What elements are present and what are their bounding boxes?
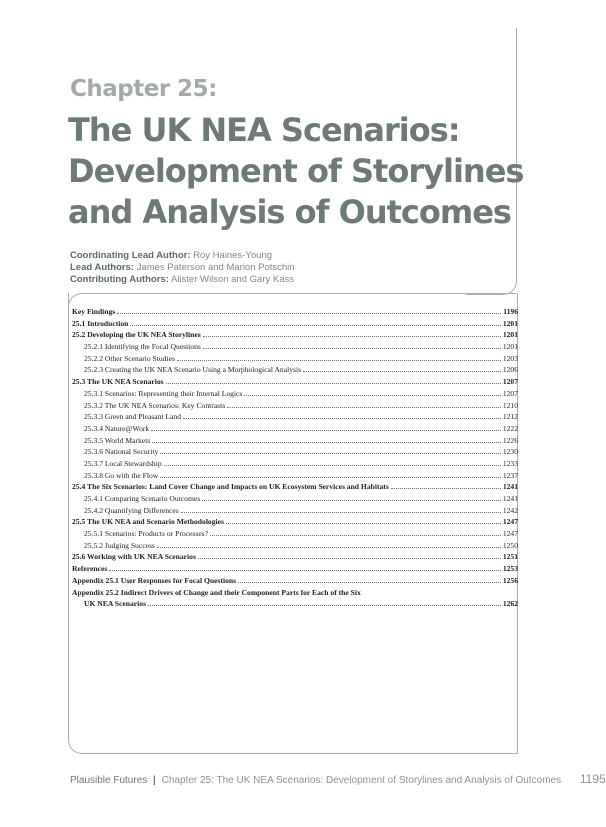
- author-role: Coordinating Lead Author:: [70, 250, 191, 261]
- toc-entry-title: 25.4.2 Quantifying Differences: [84, 505, 179, 515]
- toc-leader-dots: [152, 435, 500, 443]
- toc-leader-dots: [303, 364, 501, 372]
- toc-entry-title: 25.3.1 Scenarios: Representing their Internal Logics: [84, 388, 243, 398]
- toc-entry-title: Appendix 25.1 User Responses for Focal Questions: [72, 575, 237, 585]
- toc-entry-page: 1262: [502, 599, 518, 609]
- toc-entry-page: 1241: [502, 494, 518, 503]
- chapter-title-line: The UK NEA Scenarios:: [68, 111, 460, 149]
- author-role: Contributing Authors:: [70, 274, 169, 285]
- toc-entry-page: 1233: [502, 458, 518, 468]
- toc-entry-title: 25.3.5 World Markets: [84, 435, 151, 445]
- toc-leader-dots: [210, 528, 501, 536]
- toc-entry[interactable]: [72, 423, 518, 435]
- frame-corner: [466, 270, 517, 295]
- toc-leader-dots: [166, 376, 501, 384]
- toc-entry-page: 1210: [502, 400, 518, 410]
- toc-leader-dots: [238, 575, 501, 583]
- toc-entry[interactable]: [72, 435, 518, 447]
- toc-entry[interactable]: [72, 306, 518, 318]
- toc-entry-page: 1222: [502, 423, 518, 433]
- author-line: [70, 274, 295, 286]
- toc-entry[interactable]: [72, 458, 518, 470]
- toc-entry-title: 25.5.1 Scenarios: Products or Processes?: [84, 529, 209, 539]
- footer-chapter-text: Chapter 25: The UK NEA Scenarios: Development of Storylines and Analysis of Outcomes: [161, 775, 562, 786]
- toc-entry[interactable]: [72, 587, 518, 599]
- toc-entry[interactable]: [72, 388, 518, 400]
- toc-entry-title: References: [72, 564, 108, 574]
- author-line: [70, 250, 295, 262]
- page-footer: [70, 772, 606, 786]
- toc-entry-page: 1201: [502, 342, 518, 352]
- toc-leader-dots: [160, 470, 501, 478]
- toc-entry-title: 25.3.6 National Security: [84, 447, 159, 457]
- toc-leader-dots: [181, 505, 501, 513]
- toc-entry[interactable]: [72, 493, 518, 505]
- toc-leader-dots: [203, 341, 501, 349]
- toc-leader-dots: [164, 458, 501, 466]
- chapter-title-line: Development of Storylines: [68, 152, 524, 190]
- toc-entry-title: 25.3 The UK NEA Scenarios: [72, 377, 164, 387]
- author-line: [70, 262, 295, 274]
- toc-leader-dots: [151, 423, 501, 431]
- toc-entry-page: 1253: [502, 564, 518, 574]
- author-names: Roy Haines-Young: [193, 250, 273, 261]
- toc-entry[interactable]: [72, 575, 518, 587]
- toc-entry[interactable]: [72, 411, 518, 423]
- toc-leader-dots: [160, 446, 501, 454]
- toc-leader-dots: [130, 318, 500, 326]
- toc-entry[interactable]: [72, 446, 518, 458]
- footer-separator: |: [153, 775, 156, 786]
- toc-entry-page: 1237: [502, 470, 518, 480]
- toc-entry-title: 25.6 Working with UK NEA Scenarios: [72, 552, 196, 562]
- toc-leader-dots: [109, 563, 501, 571]
- toc-leader-dots: [244, 388, 500, 396]
- author-names: James Paterson and Marion Potschin: [136, 262, 295, 273]
- toc-leader-dots: [226, 516, 501, 524]
- toc-entry-title: 25.2.2 Other Scenario Studies: [84, 353, 175, 363]
- toc-entry-page: 1247: [502, 517, 518, 527]
- toc-entry-page: 1201: [502, 330, 518, 340]
- toc-leader-dots: [183, 411, 501, 419]
- toc-entry[interactable]: [72, 563, 518, 575]
- toc-entry[interactable]: [72, 540, 518, 552]
- toc-entry-title: 25.3.3 Green and Pleasant Land: [84, 412, 182, 422]
- toc-entry-title: 25.3.8 Go with the Flow: [84, 470, 159, 480]
- toc-entry-title: UK NEA Scenarios: [84, 599, 147, 609]
- chapter-title-line: and Analysis of Outcomes: [68, 193, 511, 231]
- toc-leader-dots: [203, 329, 501, 337]
- toc-entry[interactable]: [72, 481, 518, 493]
- toc-entry[interactable]: [72, 341, 518, 353]
- toc-entry-title: 25.5 The UK NEA and Scenario Methodologies: [72, 517, 224, 527]
- toc-entry-title: 25.3.2 The UK NEA Scenarios: Key Contrasts: [84, 400, 226, 410]
- toc-entry[interactable]: [72, 318, 518, 330]
- toc-entry[interactable]: [72, 551, 518, 563]
- toc-entry-title: 25.3.7 Local Stewardship: [84, 458, 162, 468]
- toc-entry-title: Key Findings: [72, 307, 116, 316]
- toc-entry-page: 1251: [502, 552, 518, 562]
- toc-leader-dots: [391, 481, 501, 489]
- footer-section: Plausible Futures: [70, 775, 148, 786]
- toc-leader-dots: [177, 353, 501, 361]
- toc-leader-dots: [157, 540, 501, 548]
- toc-entry-title: 25.2 Developing the UK NEA Storylines: [72, 330, 201, 340]
- toc-entry-page: 1206: [502, 365, 518, 375]
- chapter-label: Chapter 25:: [70, 76, 217, 102]
- toc-leader-dots: [117, 306, 501, 314]
- toc-entry-title: 25.4 The Six Scenarios: Land Cover Change and Impacts on UK Ecosystem Services and Habitats: [72, 482, 389, 492]
- toc-leader-dots: [202, 493, 501, 501]
- chapter-title: [68, 110, 528, 233]
- toc-entry-page: 1201: [502, 318, 518, 328]
- author-names: Alister Wilson and Gary Kass: [170, 274, 294, 285]
- toc-leader-dots: [198, 551, 501, 559]
- toc-entry[interactable]: [72, 516, 518, 528]
- toc-entry[interactable]: [72, 470, 518, 482]
- toc-entry-page: 1247: [502, 529, 518, 539]
- toc-entry[interactable]: [72, 353, 518, 365]
- toc-entry[interactable]: [72, 528, 518, 540]
- toc-entry-page: 1226: [502, 435, 518, 445]
- toc-entry[interactable]: [72, 376, 518, 388]
- toc-entry[interactable]: [72, 598, 518, 610]
- toc-entry[interactable]: [72, 400, 518, 412]
- author-list: [70, 250, 295, 286]
- toc-entry-page: 1230: [502, 447, 518, 457]
- toc-entry-page: 1207: [502, 388, 518, 398]
- toc-entry-title: Appendix 25.2 Indirect Drivers of Change and their Component Parts for Each of the Six: [72, 587, 361, 597]
- toc-leader-dots: [148, 598, 501, 606]
- table-of-contents: [72, 306, 518, 610]
- toc-entry-page: 1242: [502, 505, 518, 515]
- toc-entry-page: 1241: [502, 482, 518, 492]
- toc-entry-title: 25.1 Introduction: [72, 318, 129, 328]
- toc-entry-page: 1207: [502, 377, 518, 387]
- toc-entry-title: 25.2.1 Identifying the Focal Questions: [84, 342, 201, 352]
- toc-entry-title: 25.2.3 Creating the UK NEA Scenario Using a Morphological Analysis: [84, 365, 302, 375]
- toc-entry-page: 1196: [503, 307, 518, 316]
- toc-entry-page: 1256: [502, 575, 518, 585]
- toc-entry[interactable]: [72, 329, 518, 341]
- toc-entry-page: 1212: [502, 412, 518, 422]
- toc-entry[interactable]: [72, 505, 518, 517]
- toc-entry-title: 25.4.1 Comparing Scenario Outcomes: [84, 494, 201, 503]
- toc-entry-page: 1250: [502, 540, 518, 550]
- toc-entry[interactable]: [72, 364, 518, 376]
- toc-entry-title: 25.5.2 Judging Success: [84, 540, 155, 550]
- toc-leader-dots: [227, 400, 501, 408]
- toc-entry-title: 25.3.4 Nature@Work: [84, 423, 150, 433]
- footer-page-number: 1195: [579, 772, 606, 786]
- toc-entry-page: 1203: [502, 353, 518, 363]
- author-role: Lead Authors:: [70, 262, 135, 273]
